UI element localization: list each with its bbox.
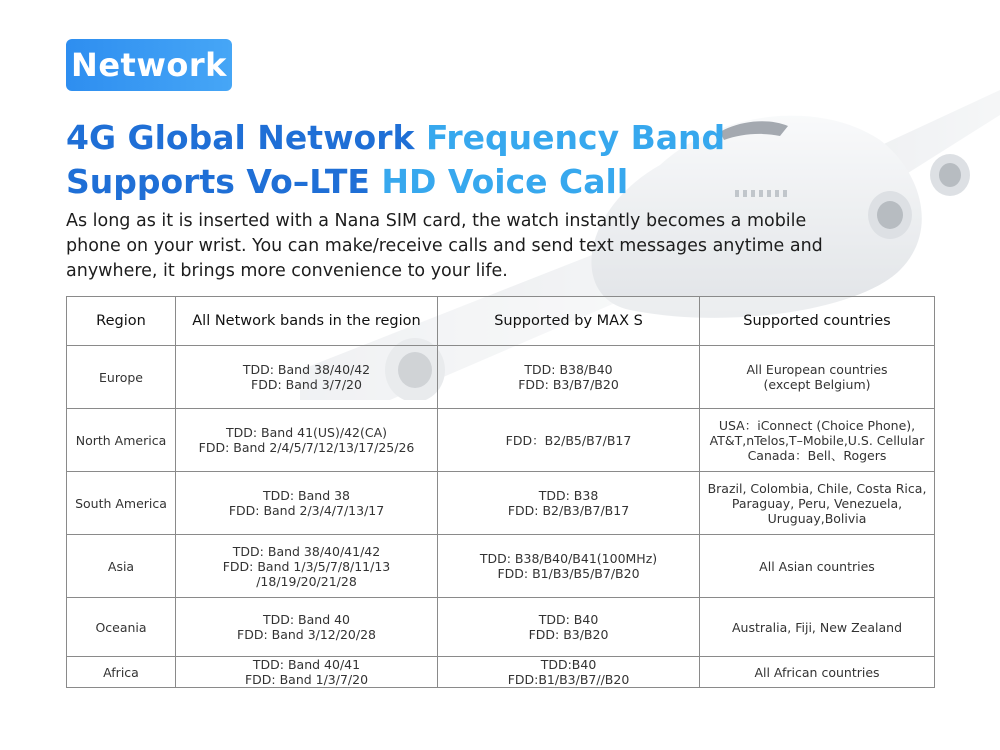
max-s-cell-line: TDD: B38 (538, 488, 599, 503)
countries-cell (700, 346, 935, 409)
countries-cell (700, 598, 935, 657)
region-cell: Asia (67, 535, 176, 598)
countries-cell-line: Australia, Fiji, New Zealand (731, 619, 903, 635)
max-s-cell (438, 535, 700, 598)
table-row (67, 657, 935, 688)
max-s-cell (438, 657, 700, 688)
max-s-cell-line: TDD: B38/B40/B41(100MHz) (479, 551, 658, 566)
countries-cell (700, 535, 935, 598)
header-supported-by-max-s: Supported by MAX S (438, 297, 700, 346)
countries-cell (700, 472, 935, 535)
max-s-cell-line: FDD: B3/B7/B20 (518, 377, 619, 392)
all-bands-cell (176, 409, 438, 472)
network-badge: Network (66, 39, 232, 91)
max-s-cell (438, 409, 700, 472)
max-s-cell (438, 598, 700, 657)
all-bands-cell-line: FDD: Band 1/3/5/7/8/11/13 (222, 558, 391, 574)
headline-line-2-dark: Supports Vo–LTE (66, 162, 370, 201)
region-cell: South America (67, 472, 176, 535)
table-row (67, 535, 935, 598)
table-row (67, 472, 935, 535)
all-bands-cell-line: FDD: Band 2/3/4/7/13/17 (228, 503, 385, 518)
countries-cell-line: USA：iConnect (Choice Phone), (718, 417, 916, 433)
table-body (67, 346, 935, 688)
max-s-cell-line: TDD: B40 (538, 612, 599, 627)
countries-cell-line: Paraguay, Peru, Venezuela, (731, 495, 903, 511)
countries-cell-line: Canada：Bell、Rogers (747, 447, 887, 463)
max-s-cell-line: FDD: B3/B20 (528, 627, 609, 642)
description: As long as it is inserted with a Nana SIM card, the watch instantly becomes a mobile phone on your wrist. You can make/receive calls and send text messages anytime and anywhere, it brings more convenience to your life. (66, 211, 823, 281)
region-cell: Africa (67, 657, 176, 688)
all-bands-cell (176, 472, 438, 535)
region-cell: Oceania (67, 598, 176, 657)
all-bands-cell-line: FDD: Band 1/3/7/20 (244, 672, 369, 687)
region-cell: Europe (67, 346, 176, 409)
table-row (67, 598, 935, 657)
max-s-cell-line: FDD: B1/B3/B5/B7/B20 (497, 566, 640, 581)
region-cell: North America (67, 409, 176, 472)
frequency-band-table (66, 296, 935, 688)
countries-cell-line: Brazil, Colombia, Chile, Costa Rica, (707, 480, 927, 496)
countries-cell (700, 409, 935, 472)
headline-line-1-light: Frequency Band (425, 118, 726, 157)
table-row (67, 409, 935, 472)
all-bands-cell-line: /18/19/20/21/28 (256, 573, 357, 589)
countries-cell (700, 657, 935, 688)
all-bands-cell (176, 535, 438, 598)
countries-cell-line: (except Belgium) (763, 377, 871, 392)
max-s-cell-line: FDD:B1/B3/B7//B20 (507, 672, 630, 687)
headline-line-2-light: HD Voice Call (381, 162, 629, 201)
all-bands-cell-line: TDD: Band 40 (262, 612, 351, 627)
all-bands-cell-line: TDD: Band 40/41 (252, 657, 361, 672)
header-region: Region (67, 297, 176, 346)
header-all-network-bands: All Network bands in the region (176, 297, 438, 346)
max-s-cell-line: TDD: B38/B40 (524, 362, 613, 377)
countries-cell-line: Uruguay,Bolivia (767, 510, 867, 526)
countries-cell-line: All Asian countries (759, 558, 875, 574)
all-bands-cell-line: TDD: Band 38 (262, 488, 351, 503)
table-row (67, 346, 935, 409)
all-bands-cell (176, 346, 438, 409)
max-s-cell (438, 346, 700, 409)
table-header-row (67, 297, 935, 346)
all-bands-cell (176, 657, 438, 688)
all-bands-cell-line: TDD: Band 38/40/42 (242, 362, 371, 377)
headline-line-2 (66, 160, 766, 204)
headline-line-1-dark: 4G Global Network (66, 118, 415, 157)
max-s-cell-line: TDD:B40 (540, 657, 597, 672)
max-s-cell-line: FDD: B2/B3/B7/B17 (507, 503, 630, 518)
all-bands-cell (176, 598, 438, 657)
max-s-cell (438, 472, 700, 535)
all-bands-cell-line: FDD: Band 3/12/20/28 (237, 627, 376, 642)
countries-cell-line: AT&T,nTelos,T–Mobile,U.S. Cellular (709, 432, 925, 448)
header-supported-countries: Supported countries (700, 297, 935, 346)
max-s-cell-line: FDD：B2/B5/B7/B17 (505, 432, 632, 448)
all-bands-cell-line: TDD: Band 41(US)/42(CA) (225, 425, 388, 440)
all-bands-cell-line: FDD: Band 2/4/5/7/12/13/17/25/26 (198, 440, 415, 455)
countries-cell-line: All European countries (746, 362, 888, 377)
all-bands-cell-line: TDD: Band 38/40/41/42 (232, 543, 381, 559)
all-bands-cell-line: FDD: Band 3/7/20 (251, 377, 362, 392)
headline (66, 116, 766, 204)
headline-line-1 (66, 116, 766, 160)
countries-cell-line: All African countries (754, 664, 880, 680)
